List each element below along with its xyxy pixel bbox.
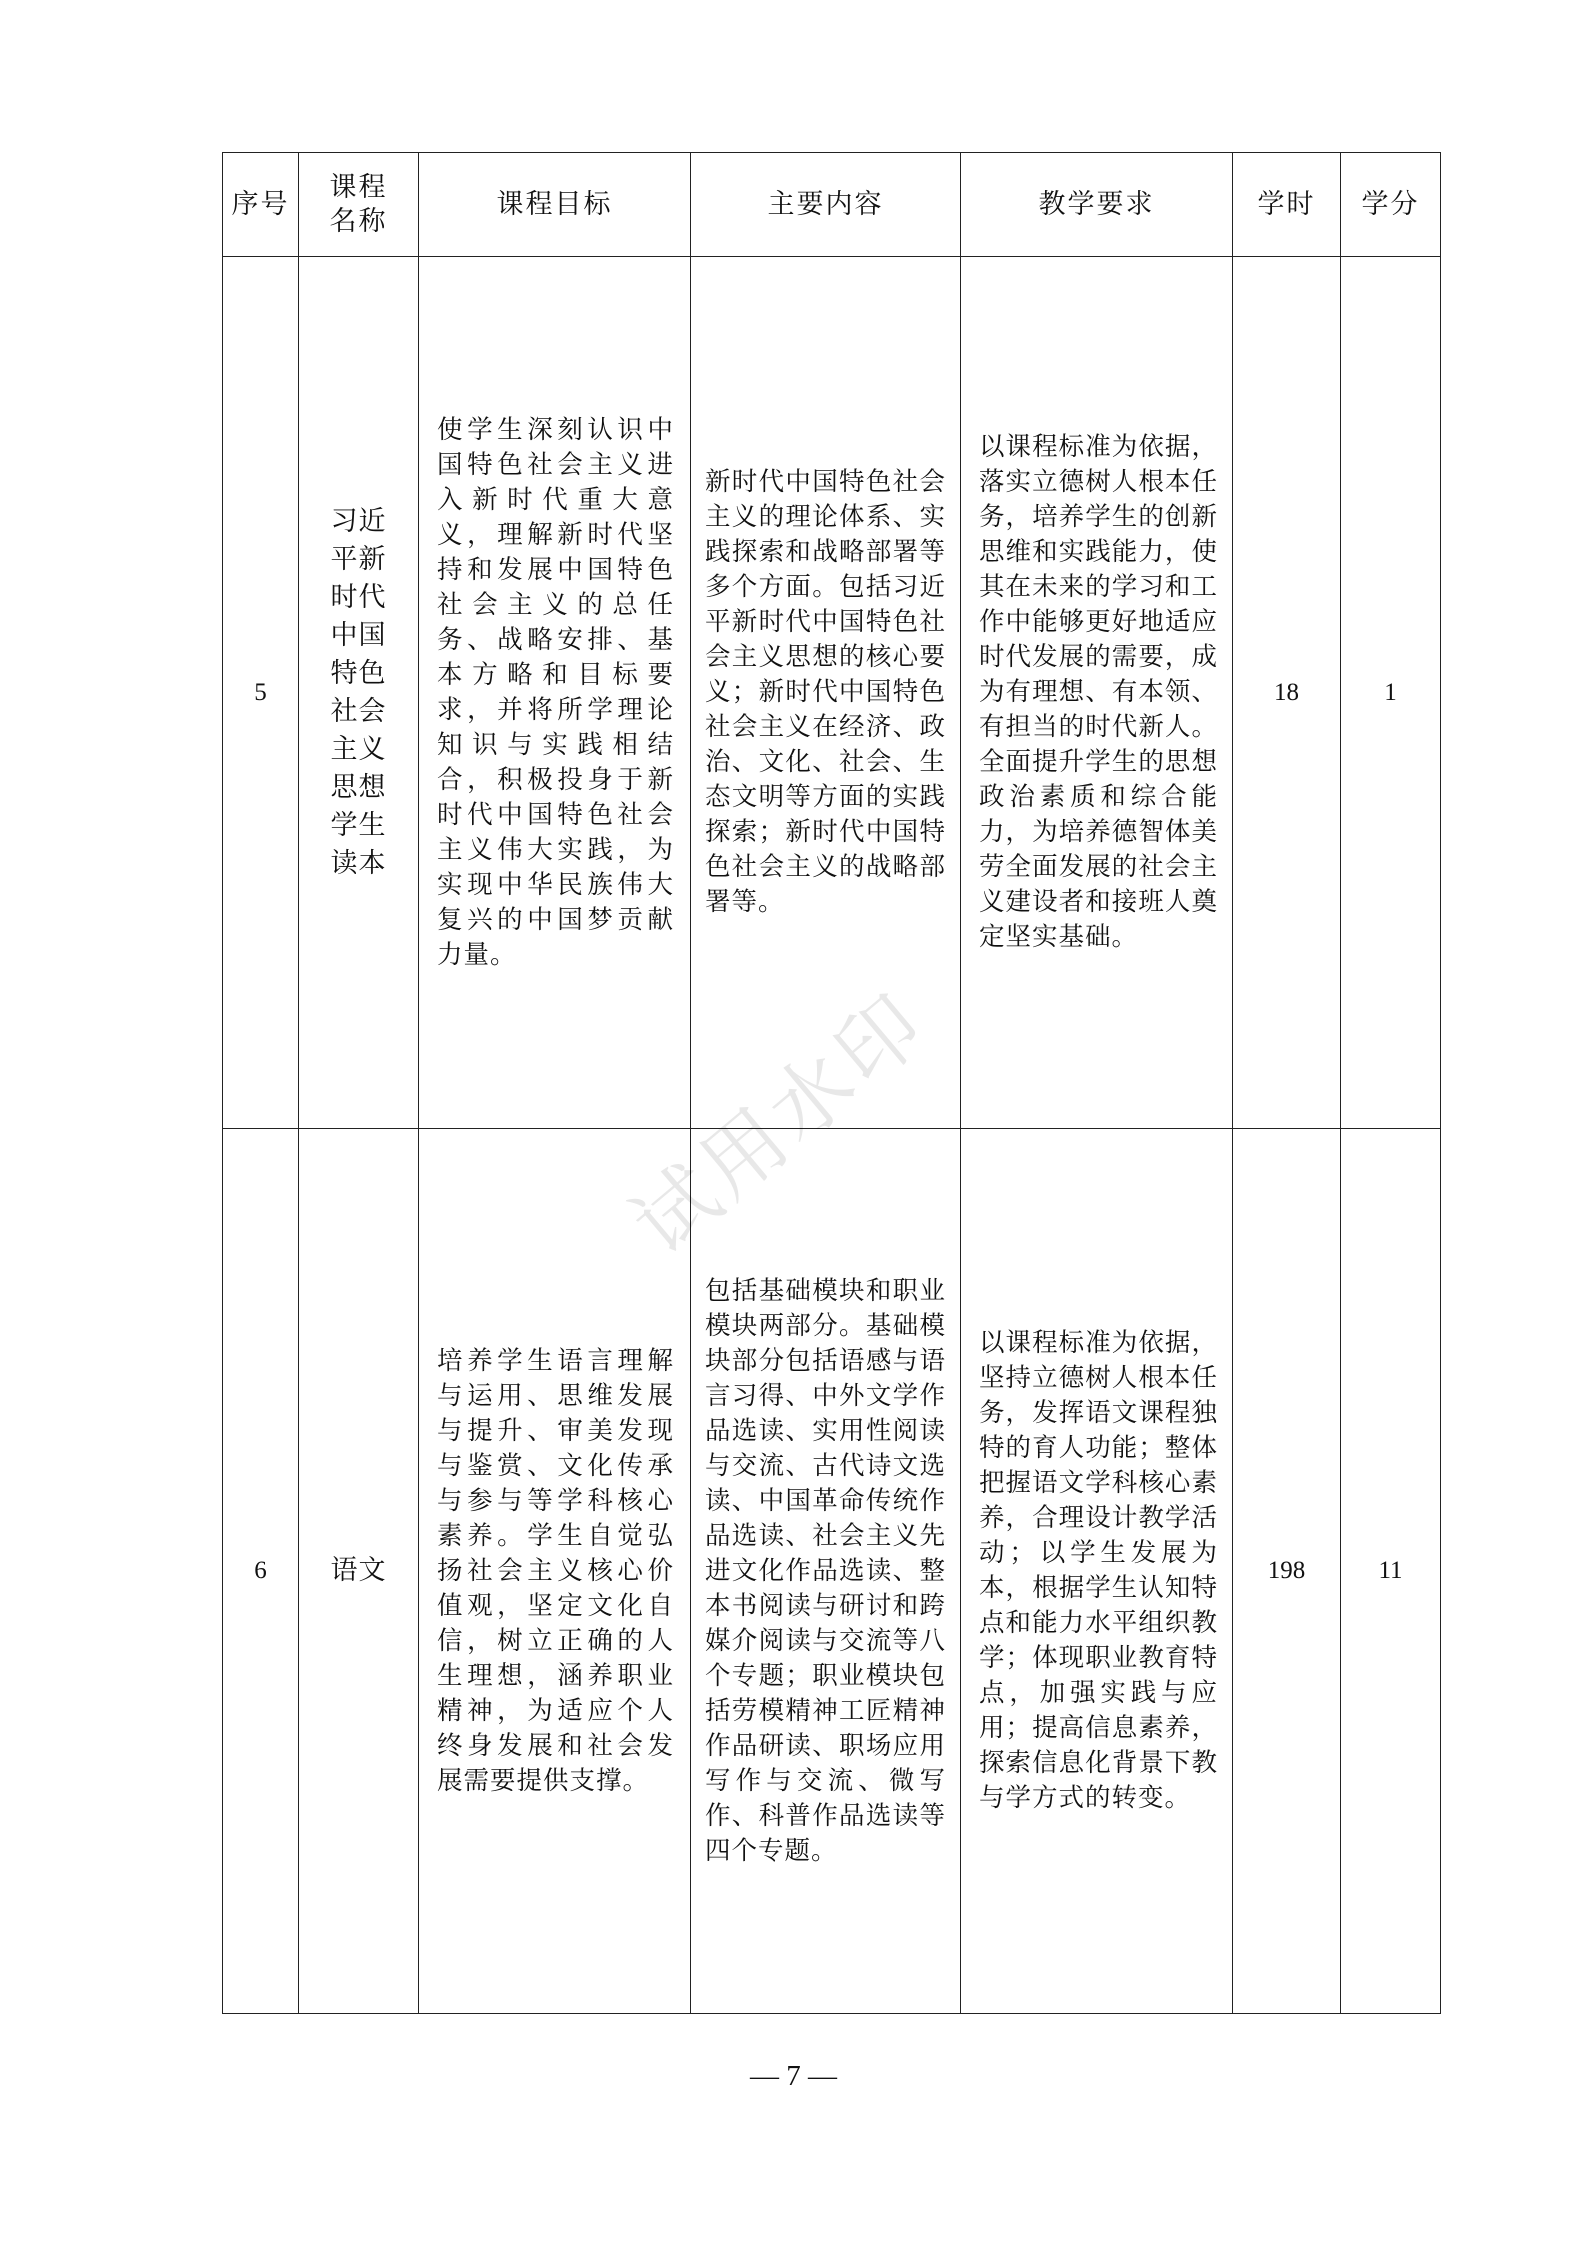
row-index: 5 — [223, 257, 299, 1129]
course-requirement-cell — [961, 257, 1233, 1129]
header-hours: 学时 — [1233, 153, 1341, 257]
course-content-cell — [691, 1129, 961, 2014]
header-requirement: 教学要求 — [961, 153, 1233, 257]
page-number: — 7 — — [750, 2060, 837, 2092]
table-header-row — [223, 153, 1441, 257]
course-name-cell — [299, 257, 419, 1129]
course-requirement: 以课程标准为依据，落实立德树人根本任务，培养学生的创新思维和实践能力，使其在未来的学习和工作中能够更好地适应时代发展的需要，成为有理想、有本领、有担当的时代新人。全面提升学生的思想政治素质和综合能力，为培养德智体美劳全面发展的社会主义建设者和接班人奠定坚实基础。 — [979, 432, 1218, 952]
course-name: 语文 — [330, 1555, 387, 1586]
course-goal-cell — [419, 257, 691, 1129]
header-name — [299, 153, 419, 257]
table-row — [223, 1129, 1441, 2014]
course-content: 新时代中国特色社会主义的理论体系、实践探索和战略部署等多个方面。包括习近平新时代中国特色社会主义思想的核心要义；新时代中国特色社会主义在经济、政治、文化、社会、生态文明等方面的实践探索；新时代中国特色社会主义的战略部署等。 — [705, 467, 946, 917]
course-name-vertical: 习近 平新 时代 中国 特色 社会 主义 思想 学生 读本 — [330, 505, 387, 879]
row-index: 6 — [223, 1129, 299, 2014]
course-hours: 18 — [1233, 257, 1341, 1129]
header-index: 序号 — [223, 153, 299, 257]
course-table — [222, 152, 1441, 2014]
course-requirement: 以课程标准为依据，坚持立德树人根本任务，发挥语文课程独特的育人功能；整体把握语文学科核心素养，合理设计教学活动；以学生发展为本，根据学生认知特点和能力水平组织教学；体现职业教育特点，加强实践与应用；提高信息素养，探索信息化背景下教与学方式的转变。 — [979, 1328, 1218, 1813]
header-content: 主要内容 — [691, 153, 961, 257]
course-name-cell — [299, 1129, 419, 2014]
course-goal: 培养学生语言理解与运用、思维发展与提升、审美发现与鉴赏、文化传承与参与等学科核心素养。学生自觉弘扬社会主义核心价值观，坚定文化自信，树立正确的人生理想，涵养职业精神，为适应个人终身发展和社会发展需要提供支撑。 — [437, 1345, 674, 1796]
header-name-text: 课程 名称 — [329, 171, 388, 237]
course-hours: 198 — [1233, 1129, 1341, 2014]
table-row — [223, 257, 1441, 1129]
course-goal-cell — [419, 1129, 691, 2014]
course-credits: 11 — [1341, 1129, 1441, 2014]
header-credits: 学分 — [1341, 153, 1441, 257]
course-goal: 使学生深刻认识中国特色社会主义进入新时代重大意义，理解新时代坚持和发展中国特色社会主义的总任务、战略安排、基本方略和目标要求，并将所学理论知识与实践相结合，积极投身于新时代中国特色社会主义伟大实践，为实现中华民族伟大复兴的中国梦贡献力量。 — [437, 414, 674, 970]
course-credits: 1 — [1341, 257, 1441, 1129]
watermark: 试用水印 — [615, 974, 946, 1274]
course-content-cell — [691, 257, 961, 1129]
header-goal: 课程目标 — [419, 153, 691, 257]
course-content: 包括基础模块和职业模块两部分。基础模块部分包括语感与语言习得、中外文学作品选读、实用性阅读与交流、古代诗文选读、中国革命传统作品选读、社会主义先进文化作品选读、整本书阅读与研讨和跨媒介阅读与交流等八个专题；职业模块包括劳模精神工匠精神作品研读、职场应用写作与交流、微写作、科普作品选读等四个专题。 — [705, 1275, 946, 1866]
course-requirement-cell — [961, 1129, 1233, 2014]
